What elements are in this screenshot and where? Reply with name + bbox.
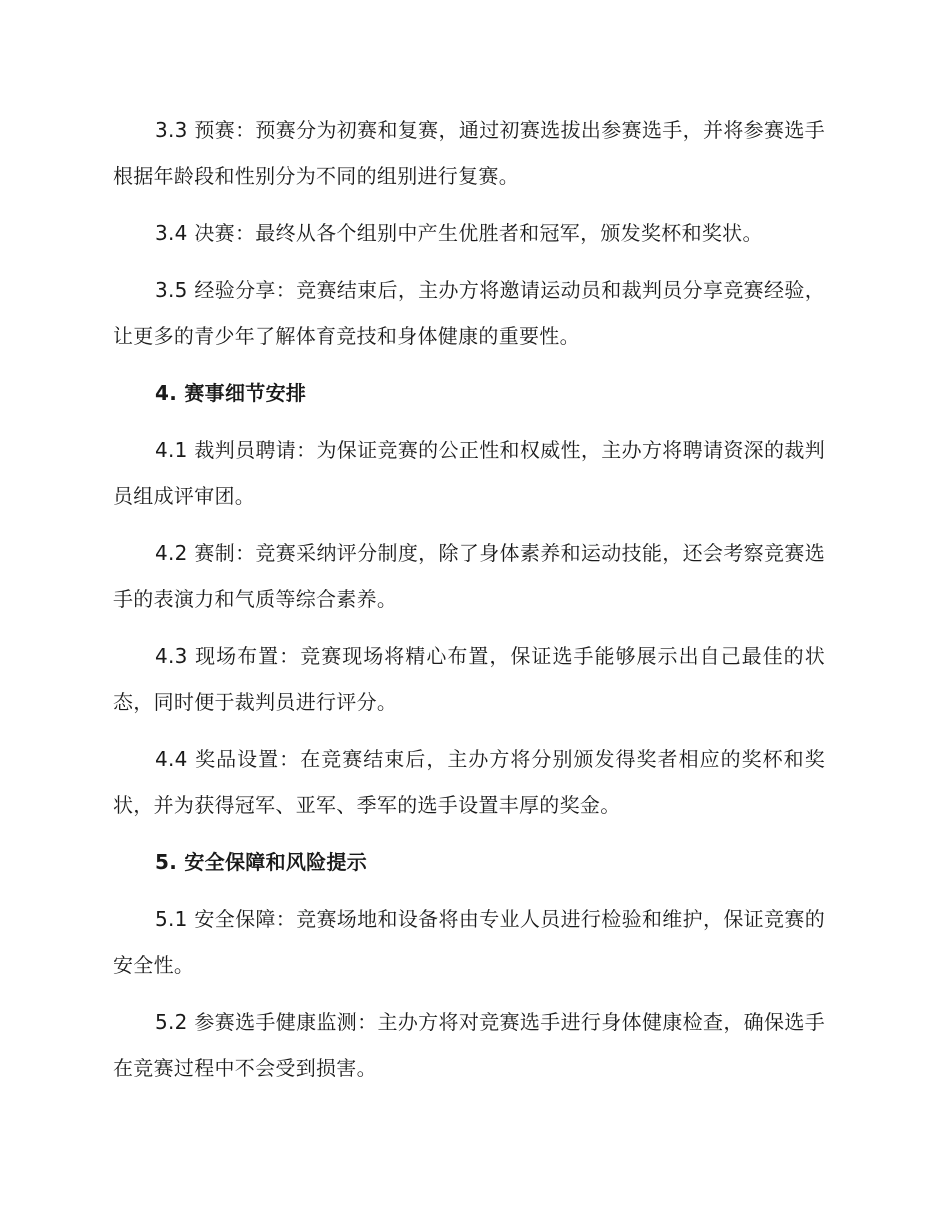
section-heading-4: 4. 赛事细节安排 — [155, 381, 307, 405]
section-heading-5: 5. 安全保障和风险提示 — [155, 850, 368, 874]
paragraph-4-3: 4.3 现场布置：竞赛现场将精心布置，保证选手能够展示出自己最佳的状态，同时便于裁判员进行评分。 — [113, 644, 825, 714]
paragraph-4-1: 4.1 裁判员聘请：为保证竞赛的公正性和权威性，主办方将聘请资深的裁判员组成评审团。 — [113, 438, 825, 508]
paragraph-4-4: 4.4 奖品设置：在竞赛结束后，主办方将分别颁发得奖者相应的奖杯和奖状，并为获得冠军、亚军、季军的选手设置丰厚的奖金。 — [113, 747, 825, 817]
paragraph-5-1: 5.1 安全保障：竞赛场地和设备将由专业人员进行检验和维护，保证竞赛的安全性。 — [113, 907, 825, 977]
paragraph-3-5: 3.5 经验分享：竞赛结束后，主办方将邀请运动员和裁判员分享竞赛经验，让更多的青少年了解体育竞技和身体健康的重要性。 — [113, 278, 825, 348]
paragraph-3-3: 3.3 预赛：预赛分为初赛和复赛，通过初赛选拔出参赛选手，并将参赛选手根据年龄段和性别分为不同的组别进行复赛。 — [113, 118, 825, 188]
paragraph-3-4: 3.4 决赛：最终从各个组别中产生优胜者和冠军，颁发奖杯和奖状。 — [155, 221, 763, 245]
paragraph-5-2: 5.2 参赛选手健康监测：主办方将对竞赛选手进行身体健康检查，确保选手在竞赛过程中不会受到损害。 — [113, 1010, 825, 1080]
paragraph-4-2: 4.2 赛制：竞赛采纳评分制度，除了身体素养和运动技能，还会考察竞赛选手的表演力和气质等综合素养。 — [113, 541, 825, 611]
document-page — [113, 107, 825, 1102]
